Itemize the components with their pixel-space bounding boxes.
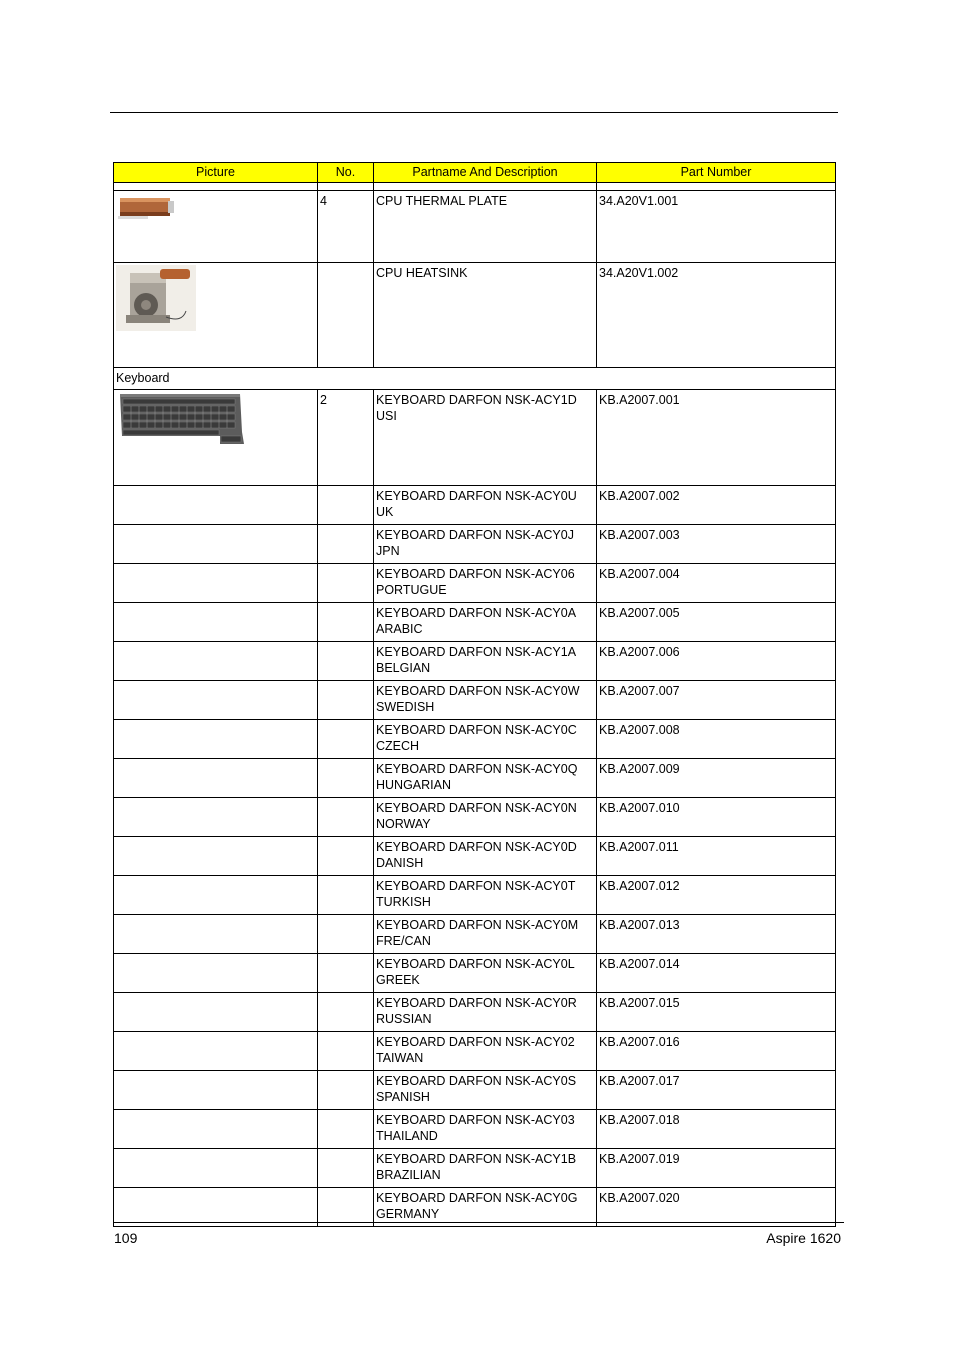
picture-cell	[114, 915, 318, 954]
header-no: No.	[318, 163, 374, 183]
table-row	[114, 486, 836, 525]
table-row	[114, 798, 836, 837]
spacer-row	[114, 183, 836, 191]
part-number: KB.A2007.007	[597, 681, 836, 720]
part-number: KB.A2007.008	[597, 720, 836, 759]
picture-cell	[114, 191, 318, 263]
part-number: KB.A2007.020	[597, 1188, 836, 1227]
cpu-heatsink-image	[116, 265, 196, 331]
part-description: KEYBOARD DARFON NSK-ACY0C CZECH	[374, 720, 597, 759]
part-description: KEYBOARD DARFON NSK-ACY1B BRAZILIAN	[374, 1149, 597, 1188]
part-description: KEYBOARD DARFON NSK-ACY1D USI	[374, 390, 597, 486]
picture-cell	[114, 642, 318, 681]
item-number	[318, 1149, 374, 1188]
table-row	[114, 390, 836, 486]
part-description: CPU THERMAL PLATE	[374, 191, 597, 263]
item-number	[318, 1110, 374, 1149]
item-number	[318, 954, 374, 993]
cpu-thermal-plate-image	[116, 193, 176, 223]
picture-cell	[114, 603, 318, 642]
picture-cell	[114, 1149, 318, 1188]
section-row-keyboard	[114, 368, 836, 390]
header-description: Partname And Description	[374, 163, 597, 183]
part-number: KB.A2007.003	[597, 525, 836, 564]
item-number	[318, 681, 374, 720]
part-number: KB.A2007.002	[597, 486, 836, 525]
table-row	[114, 564, 836, 603]
part-number: KB.A2007.005	[597, 603, 836, 642]
part-number: KB.A2007.017	[597, 1071, 836, 1110]
part-number: KB.A2007.019	[597, 1149, 836, 1188]
page-number: 109	[114, 1230, 138, 1246]
part-number: KB.A2007.010	[597, 798, 836, 837]
picture-cell	[114, 263, 318, 368]
part-number: 34.A20V1.002	[597, 263, 836, 368]
item-number	[318, 915, 374, 954]
document-title: Aspire 1620	[766, 1230, 841, 1246]
keyboard-image	[116, 392, 246, 446]
table-row	[114, 837, 836, 876]
part-description: KEYBOARD DARFON NSK-ACY0Q HUNGARIAN	[374, 759, 597, 798]
item-number	[318, 1188, 374, 1227]
picture-cell	[114, 1071, 318, 1110]
table-row	[114, 681, 836, 720]
picture-cell	[114, 564, 318, 603]
item-number	[318, 603, 374, 642]
part-number: KB.A2007.014	[597, 954, 836, 993]
section-label: Keyboard	[114, 368, 836, 390]
bottom-rule	[113, 1222, 844, 1223]
item-number	[318, 798, 374, 837]
part-number: KB.A2007.011	[597, 837, 836, 876]
picture-cell	[114, 954, 318, 993]
table-header-row	[114, 163, 836, 183]
part-description: KEYBOARD DARFON NSK-ACY1A BELGIAN	[374, 642, 597, 681]
part-description: KEYBOARD DARFON NSK-ACY03 THAILAND	[374, 1110, 597, 1149]
item-number	[318, 564, 374, 603]
table-row	[114, 720, 836, 759]
table-row	[114, 1032, 836, 1071]
item-number	[318, 993, 374, 1032]
part-number: 34.A20V1.001	[597, 191, 836, 263]
table-row	[114, 263, 836, 368]
picture-cell	[114, 1188, 318, 1227]
part-description: KEYBOARD DARFON NSK-ACY0U UK	[374, 486, 597, 525]
picture-cell	[114, 720, 318, 759]
table-row	[114, 525, 836, 564]
part-description: KEYBOARD DARFON NSK-ACY06 PORTUGUE	[374, 564, 597, 603]
item-number	[318, 759, 374, 798]
part-number: KB.A2007.004	[597, 564, 836, 603]
table-row	[114, 642, 836, 681]
picture-cell	[114, 1032, 318, 1071]
picture-cell	[114, 759, 318, 798]
part-description: KEYBOARD DARFON NSK-ACY02 TAIWAN	[374, 1032, 597, 1071]
table-row	[114, 1110, 836, 1149]
part-description: KEYBOARD DARFON NSK-ACY0J JPN	[374, 525, 597, 564]
part-number: KB.A2007.013	[597, 915, 836, 954]
item-number	[318, 486, 374, 525]
part-number: KB.A2007.018	[597, 1110, 836, 1149]
part-description: KEYBOARD DARFON NSK-ACY0W SWEDISH	[374, 681, 597, 720]
picture-cell	[114, 681, 318, 720]
parts-table	[113, 162, 836, 1227]
picture-cell	[114, 876, 318, 915]
item-number	[318, 263, 374, 368]
item-number	[318, 1071, 374, 1110]
part-number: KB.A2007.001	[597, 390, 836, 486]
item-number	[318, 876, 374, 915]
header-picture: Picture	[114, 163, 318, 183]
item-number	[318, 837, 374, 876]
table-row	[114, 954, 836, 993]
table-row	[114, 191, 836, 263]
picture-cell	[114, 993, 318, 1032]
table-row	[114, 1071, 836, 1110]
table-row	[114, 993, 836, 1032]
picture-cell	[114, 390, 318, 486]
part-number: KB.A2007.015	[597, 993, 836, 1032]
picture-cell	[114, 1110, 318, 1149]
item-number	[318, 525, 374, 564]
table-row	[114, 759, 836, 798]
item-number	[318, 720, 374, 759]
table-row	[114, 1149, 836, 1188]
part-description: KEYBOARD DARFON NSK-ACY0A ARABIC	[374, 603, 597, 642]
part-description: KEYBOARD DARFON NSK-ACY0D DANISH	[374, 837, 597, 876]
part-description: CPU HEATSINK	[374, 263, 597, 368]
table-row	[114, 876, 836, 915]
part-description: KEYBOARD DARFON NSK-ACY0N NORWAY	[374, 798, 597, 837]
part-description: KEYBOARD DARFON NSK-ACY0L GREEK	[374, 954, 597, 993]
item-number: 4	[318, 191, 374, 263]
part-description: KEYBOARD DARFON NSK-ACY0M FRE/CAN	[374, 915, 597, 954]
picture-cell	[114, 798, 318, 837]
picture-cell	[114, 525, 318, 564]
part-description: KEYBOARD DARFON NSK-ACY0G GERMANY	[374, 1188, 597, 1227]
item-number: 2	[318, 390, 374, 486]
header-part-number: Part Number	[597, 163, 836, 183]
item-number	[318, 1032, 374, 1071]
part-number: KB.A2007.012	[597, 876, 836, 915]
item-number	[318, 642, 374, 681]
top-rule	[110, 112, 838, 113]
part-description: KEYBOARD DARFON NSK-ACY0R RUSSIAN	[374, 993, 597, 1032]
part-description: KEYBOARD DARFON NSK-ACY0T TURKISH	[374, 876, 597, 915]
part-number: KB.A2007.006	[597, 642, 836, 681]
table-row	[114, 603, 836, 642]
table-row	[114, 915, 836, 954]
part-number: KB.A2007.009	[597, 759, 836, 798]
part-number: KB.A2007.016	[597, 1032, 836, 1071]
picture-cell	[114, 837, 318, 876]
table-row	[114, 1188, 836, 1227]
picture-cell	[114, 486, 318, 525]
part-description: KEYBOARD DARFON NSK-ACY0S SPANISH	[374, 1071, 597, 1110]
